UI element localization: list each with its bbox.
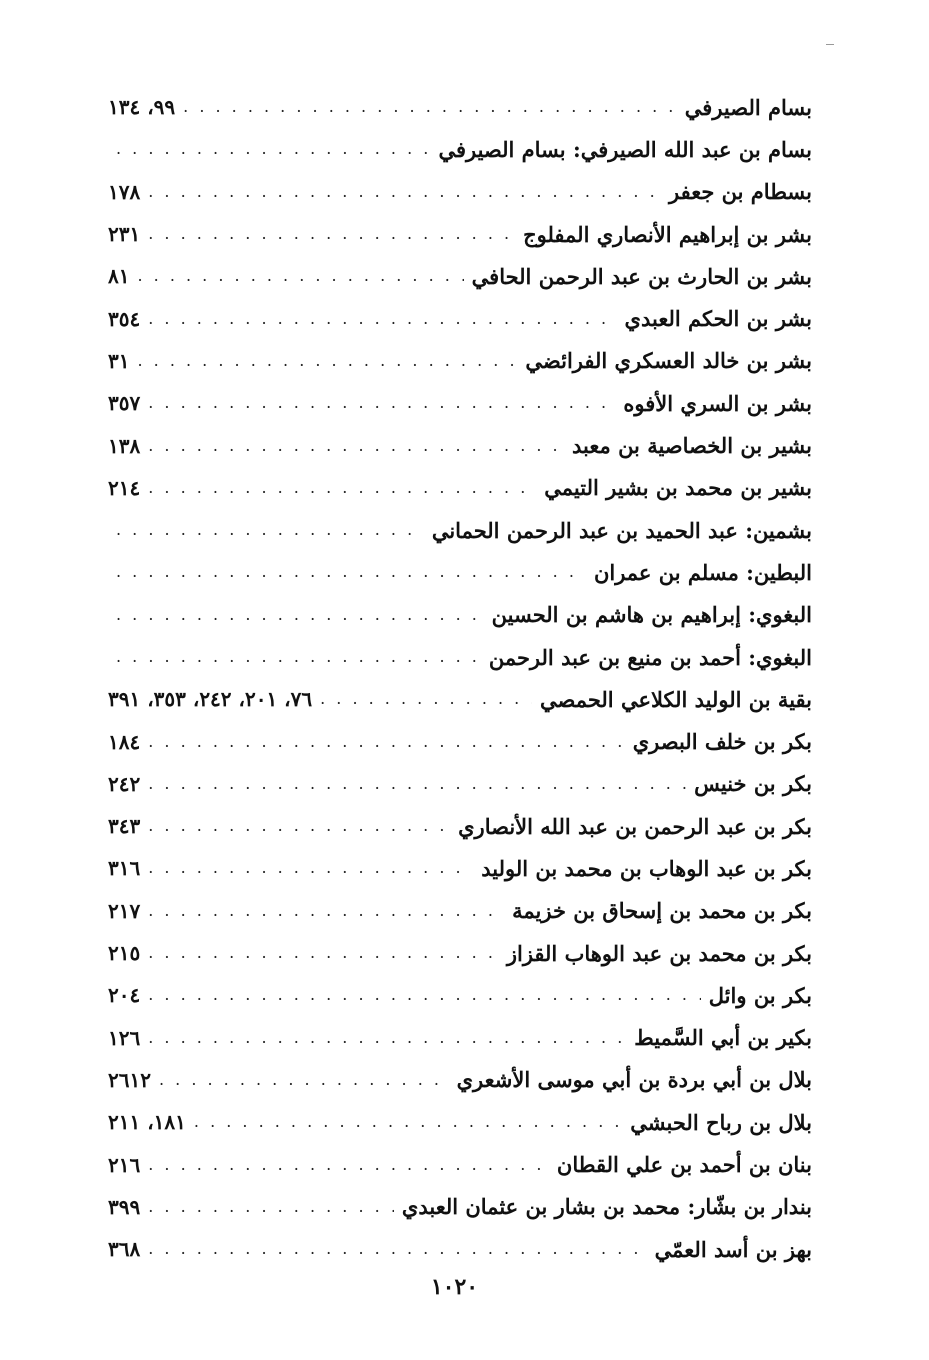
entry-pages: ٣٩٩ [108, 1194, 141, 1219]
index-entry [108, 424, 812, 466]
index-entry [108, 551, 812, 593]
dot-leader [159, 1072, 449, 1088]
index-entry [108, 171, 812, 213]
entry-pages: ٢١٧ [108, 898, 141, 923]
entry-name: بشر بن الحارث بن عبد الرحمن الحافي [471, 263, 812, 289]
entry-name: بكر بن محمد بن عبد الوهاب القزاز [506, 940, 812, 966]
index-entry [108, 509, 812, 551]
entry-pages: ١٨٤ [108, 729, 141, 754]
dot-leader [137, 353, 517, 369]
margin-mark [826, 44, 834, 45]
entry-pages: ٣٦٨ [108, 1237, 141, 1262]
dot-leader [148, 734, 624, 750]
entry-name: بكر بن عبد الوهاب بن محمد بن الوليد [481, 855, 812, 881]
index-entry [108, 255, 812, 297]
dot-leader [148, 903, 504, 919]
entry-pages: ٣١ [108, 348, 130, 373]
index-entry [108, 297, 812, 339]
entry-pages: ١٢٦ [108, 1025, 141, 1050]
dot-leader [116, 564, 586, 580]
entry-name: بكر بن خنيس [694, 771, 812, 797]
entry-name: بسطام بن جعفر [669, 179, 812, 205]
dot-leader [148, 184, 661, 200]
entry-name: بشر بن خالد العسكري الفرائضي [525, 348, 812, 374]
entry-name: بشمين: عبد الحميد بن عبد الرحمن الحماني [431, 517, 812, 543]
index-entry [108, 594, 812, 636]
entry-name: بهز بن أسد العمّي [654, 1236, 812, 1262]
entry-name: البغوي: أحمد بن منيع بن عبد الرحمن [488, 644, 812, 670]
dot-leader [148, 860, 473, 876]
entry-pages: ٢٠٤ [108, 983, 141, 1008]
entry-pages: ١٧٨ [108, 179, 141, 204]
entry-pages: ٢٦١٢ [108, 1067, 151, 1092]
index-entry [108, 636, 812, 678]
entry-name: بكر بن وائل [708, 982, 812, 1008]
entry-name: بقية بن الوليد الكلاعي الحمصي [539, 686, 812, 712]
dot-leader [148, 776, 686, 792]
index-entry [108, 1143, 812, 1185]
entry-pages: ٧٦، ٢٠١، ٢٤٢، ٣٥٣، ٣٩١ [108, 687, 313, 712]
entry-pages: ٢١٦ [108, 1152, 141, 1177]
entry-pages: ٢١٥ [108, 941, 141, 966]
dot-leader [148, 945, 499, 961]
index-entry [108, 1017, 812, 1059]
entry-name: بكر بن عبد الرحمن بن عبد الله الأنصاري [458, 813, 812, 839]
entry-pages: ٢٤٢ [108, 771, 141, 796]
dot-leader [183, 99, 677, 115]
entry-pages: ٨١ [108, 264, 130, 289]
page-number: ١٠٢٠ [430, 1274, 479, 1300]
index-entry [108, 678, 812, 720]
index-list [108, 86, 812, 1270]
dot-leader [148, 311, 616, 327]
dot-leader [148, 226, 515, 242]
entry-name: بندار بن بشّار: محمد بن بشار بن عثمان العبدي [401, 1194, 812, 1220]
entry-pages: ١٣٨ [108, 433, 141, 458]
entry-name: بكر بن محمد بن إسحاق بن خزيمة [512, 898, 812, 924]
dot-leader [116, 649, 481, 665]
dot-leader [148, 987, 701, 1003]
entry-pages: ٣١٦ [108, 856, 141, 881]
dot-leader [148, 1030, 626, 1046]
entry-name: بشر بن الحكم العبدي [624, 306, 812, 332]
dot-leader [116, 141, 430, 157]
entry-name: بلال بن أبي بردة بن أبي موسى الأشعري [456, 1067, 812, 1093]
entry-name: البطين: مسلم بن عمران [593, 559, 812, 585]
entry-name: بشر بن إبراهيم الأنصاري المفلوج [523, 221, 812, 247]
index-entry [108, 805, 812, 847]
entry-pages: ١٨١، ٢١١ [108, 1110, 186, 1135]
index-entry [108, 720, 812, 762]
dot-leader [148, 1241, 646, 1257]
entry-name: بنان بن أحمد بن علي القطان [556, 1152, 812, 1178]
entry-pages: ٩٩، ١٣٤ [108, 95, 176, 120]
dot-leader [116, 522, 424, 538]
dot-leader [320, 691, 532, 707]
entry-name: بشر بن السري الأفوه [623, 390, 812, 416]
index-entry [108, 213, 812, 255]
dot-leader [148, 1157, 549, 1173]
entry-name: بسام الصيرفي [684, 94, 812, 120]
entry-pages: ٢١٤ [108, 475, 141, 500]
index-entry [108, 86, 812, 128]
dot-leader [148, 395, 615, 411]
entry-name: بكر بن خلف البصري [632, 729, 812, 755]
index-entry [108, 382, 812, 424]
index-entry [108, 128, 812, 170]
index-entry [108, 1101, 812, 1143]
index-entry [108, 1228, 812, 1270]
index-entry [108, 890, 812, 932]
entry-name: بشير بن محمد بن بشير التيمي [544, 475, 812, 501]
dot-leader [148, 818, 450, 834]
dot-leader [194, 1114, 622, 1130]
entry-pages: ٣٥٧ [108, 391, 141, 416]
index-entry [108, 932, 812, 974]
entry-pages: ٣٥٤ [108, 306, 141, 331]
index-entry [108, 467, 812, 509]
index-entry [108, 1186, 812, 1228]
dot-leader [148, 1199, 394, 1215]
entry-name: بشير بن الخصاصية بن معبد [572, 433, 812, 459]
dot-leader [148, 438, 564, 454]
dot-leader [137, 268, 463, 284]
dot-leader [148, 480, 536, 496]
index-entry [108, 974, 812, 1016]
entry-name: البغوي: إبراهيم بن هاشم بن الحسين [491, 602, 812, 628]
entry-pages: ٣٤٣ [108, 814, 141, 839]
entry-name: بكير بن أبي السَّميط [634, 1025, 812, 1051]
entry-name: بسام بن عبد الله الصيرفي: بسام الصيرفي [438, 136, 812, 162]
entry-pages: ٢٣١ [108, 222, 141, 247]
index-entry [108, 763, 812, 805]
index-entry [108, 1059, 812, 1101]
index-entry [108, 340, 812, 382]
index-entry [108, 847, 812, 889]
dot-leader [116, 607, 484, 623]
entry-name: بلال بن رباح الحبشي [630, 1109, 812, 1135]
